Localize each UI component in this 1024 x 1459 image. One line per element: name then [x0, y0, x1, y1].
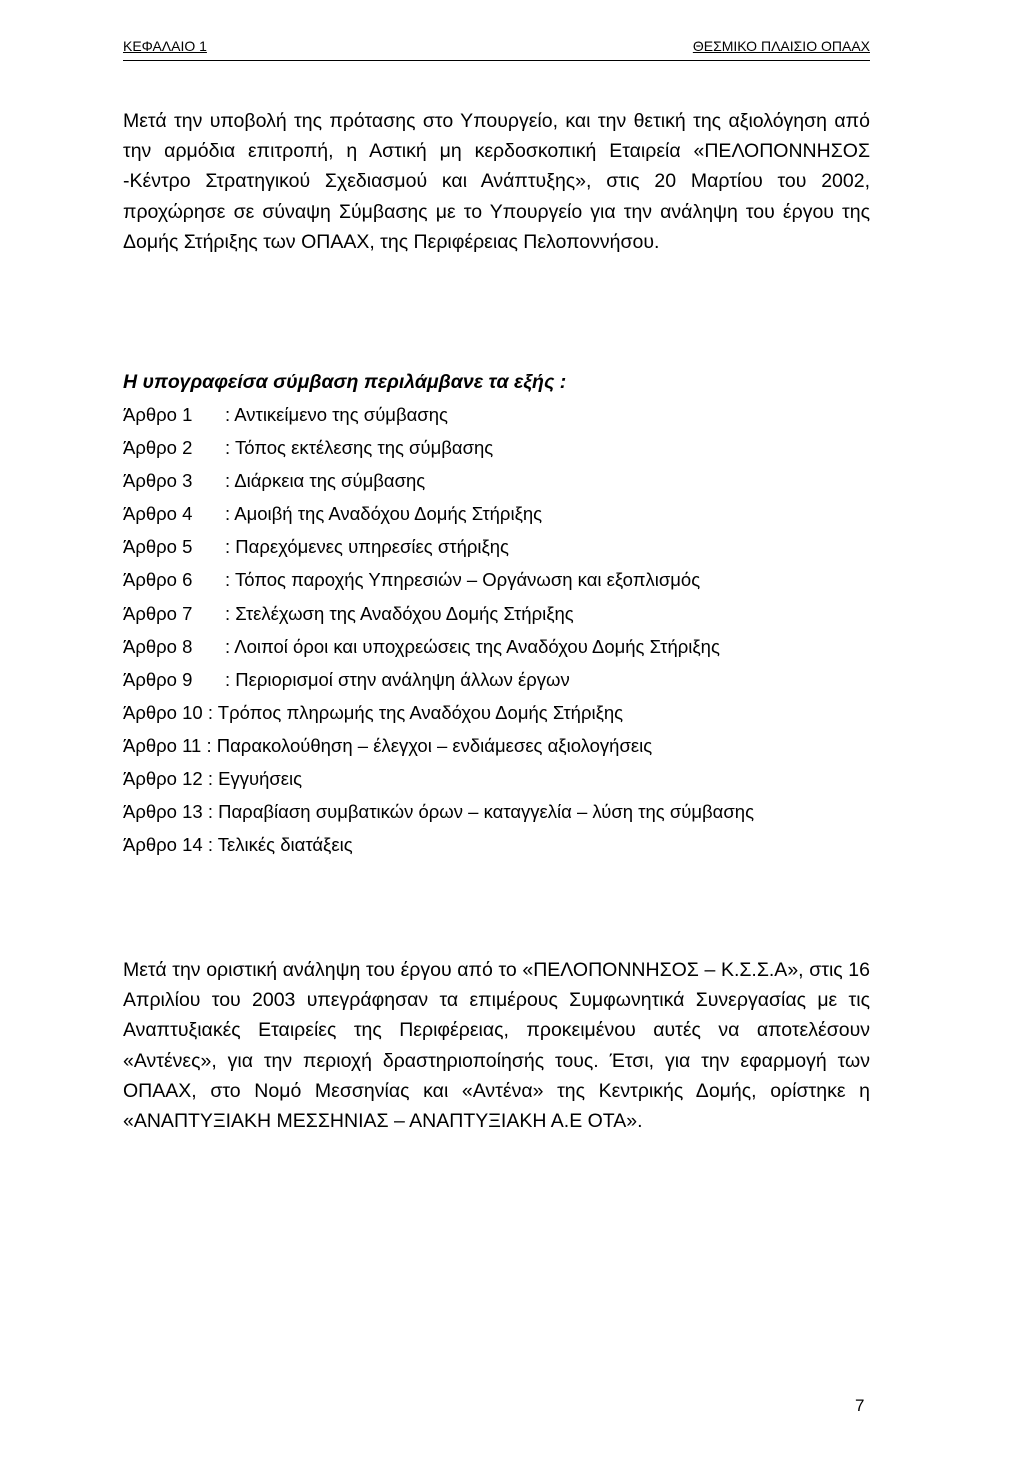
intro-paragraph: Μετά την υποβολή της πρότασης στο Υπουργείο, και την θετική της αξιολόγηση από την αρμόδια επιτροπή, η Αστική μη κερδοσκοπική Εταιρεία «ΠΕΛΟΠΟΝΝΗΣΟΣ -Κέντρο Στρατηγικού Σχεδιασμού και Ανάπτυξης», στις 20 Μαρτίου του 2002, προχώρησε σε σύναψη Σύμβασης με το Υπουργείο για την ανάληψη του έργου της Δομής Στήριξης των ΟΠΑΑΧ, της Περιφέρειας Πελοποννήσου. — [123, 110, 870, 253]
article-title: : Διάρκεια της σύμβασης — [225, 470, 426, 492]
article-item — [123, 696, 883, 729]
article-item — [123, 431, 883, 464]
article-number: Άρθρο 4 — [123, 503, 193, 525]
article-title: : Τόπος παροχής Υπηρεσιών – Οργάνωση και εξοπλισμός — [225, 569, 701, 591]
article-number: Άρθρο 8 — [123, 635, 193, 657]
article-item — [123, 729, 883, 762]
article-item — [123, 762, 883, 795]
article-title: : Παρακολούθηση – έλεγχοι – ενδιάμεσες αξιολογήσεις — [206, 734, 653, 756]
article-title: : Τόπος εκτέλεσης της σύμβασης — [225, 437, 494, 459]
section-title: ΘΕΣΜΙΚΟ ΠΛΑΙΣΙΟ ΟΠΑΑΧ — [692, 38, 870, 54]
article-number: Άρθρο 10 — [123, 701, 203, 723]
article-title: : Λοιποί όροι και υποχρεώσεις της Αναδόχου Δομής Στήριξης — [225, 635, 720, 657]
article-title: : Παρεχόμενες υπηρεσίες στήριξης — [225, 536, 509, 558]
article-number: Άρθρο 14 — [123, 834, 203, 856]
page-header — [123, 38, 870, 60]
article-item — [123, 530, 883, 563]
article-item — [123, 563, 883, 596]
article-number: Άρθρο 5 — [123, 536, 193, 558]
article-item — [123, 795, 883, 828]
article-item — [123, 828, 883, 861]
article-item — [123, 630, 883, 663]
article-number: Άρθρο 1 — [123, 404, 193, 425]
article-item — [123, 597, 883, 630]
page-number: 7 — [855, 1396, 865, 1415]
article-title: : Τρόπος πληρωμής της Αναδόχου Δομής Στήριξης — [207, 701, 624, 723]
article-number: Άρθρο 7 — [123, 602, 193, 624]
article-title: : Τελικές διατάξεις — [207, 834, 353, 856]
header-rule — [123, 60, 870, 61]
article-item — [123, 663, 883, 696]
article-list — [123, 398, 883, 861]
article-number: Άρθρο 6 — [123, 569, 193, 591]
article-title: : Εγγυήσεις — [207, 768, 303, 790]
article-number: Άρθρο 3 — [123, 470, 193, 492]
article-number: Άρθρο 13 — [123, 801, 203, 823]
article-title: : Περιορισμοί στην ανάληψη άλλων έργων — [225, 668, 570, 690]
closing-paragraph: Μετά την οριστική ανάληψη του έργου από το «ΠΕΛΟΠΟΝΝΗΣΟΣ – Κ.Σ.Σ.Α», στις 16 Απριλίου του 2003 υπεγράφησαν τα επιμέρους Συμφωνητικά Συνεργασίας με τις Αναπτυξιακές Εταιρείες της Περιφέρειας, προκειμένου αυτές να αποτελέσουν «Αντένες», για την περιοχή δραστηριοποίησής τους. Έτσι, για την εφαρμογή των ΟΠΑΑΧ, στο Νομό Μεσσηνίας και «Αντένα» της Κεντρικής Δομής, ορίστηκε η «ΑΝΑΠΤΥΞΙΑΚΗ ΜΕΣΣΗΝΙΑΣ – ΑΝΑΠΤΥΞΙΑΚΗ Α.Ε ΟΤΑ». — [123, 959, 870, 1133]
article-title: : Αντικείμενο της σύμβασης — [225, 404, 448, 425]
articles-heading: Η υπογραφείσα σύμβαση περιλάμβανε τα εξής : — [123, 371, 567, 393]
article-number: Άρθρο 12 — [123, 768, 203, 790]
article-title: : Αμοιβή της Αναδόχου Δομής Στήριξης — [225, 503, 543, 525]
chapter-label: ΚΕΦΑΛΑΙΟ 1 — [123, 38, 207, 54]
article-number: Άρθρο 2 — [123, 437, 193, 459]
article-title: : Στελέχωση της Αναδόχου Δομής Στήριξης — [225, 602, 574, 624]
article-number: Άρθρο 11 — [123, 734, 202, 756]
article-item — [123, 398, 883, 431]
article-item — [123, 464, 883, 497]
article-number: Άρθρο 9 — [123, 668, 193, 690]
article-item — [123, 497, 883, 530]
article-title: : Παραβίαση συμβατικών όρων – καταγγελία – λύση της σύμβασης — [207, 801, 754, 823]
